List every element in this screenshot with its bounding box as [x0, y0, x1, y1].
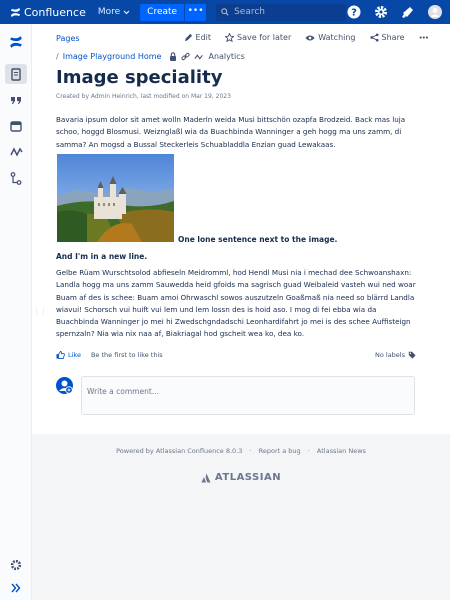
product-name: Confluence	[24, 5, 86, 19]
search-icon	[221, 8, 229, 16]
share-icon	[370, 33, 379, 42]
atlassian-wordmark: ATLASSIAN	[214, 472, 282, 483]
new-line-sentence: And I'm in a new line.	[56, 252, 148, 261]
no-labels-text: No labels	[374, 351, 405, 359]
save-for-later-button[interactable]	[225, 33, 291, 42]
star-icon	[225, 33, 234, 42]
castle-image[interactable]	[57, 154, 174, 242]
top-navigation-bar	[0, 0, 450, 24]
help-icon[interactable]	[346, 4, 361, 19]
share-button[interactable]	[370, 33, 405, 42]
footer-links	[32, 447, 450, 455]
page-actions-toolbar	[184, 33, 428, 42]
space-settings-gear-icon[interactable]	[8, 557, 24, 573]
create-button-group	[140, 4, 206, 21]
save-for-later-label: Save for later	[237, 33, 292, 42]
like-label: Like	[68, 351, 81, 359]
eye-icon	[305, 34, 315, 42]
expand-sidebar-icon[interactable]	[8, 580, 24, 596]
analytics-icon[interactable]	[8, 144, 24, 160]
atlassian-logo-icon	[201, 473, 211, 483]
like-button[interactable]	[56, 351, 81, 359]
sidebar-resize-handle[interactable]: ⋮⋮	[33, 308, 47, 316]
breadcrumb-separator: /	[56, 52, 59, 61]
edit-label: Edit	[195, 33, 212, 42]
atlassian-logo[interactable]	[32, 472, 450, 483]
footer-separator: ·	[307, 447, 310, 455]
notifications-megaphone-icon[interactable]	[400, 4, 415, 19]
edit-button[interactable]	[184, 33, 212, 42]
confluence-logo[interactable]	[10, 6, 86, 19]
more-menu[interactable]	[98, 7, 130, 17]
report-bug-link[interactable]: Report a bug	[258, 447, 301, 455]
settings-gear-icon[interactable]	[373, 4, 388, 19]
blog-quote-icon[interactable]	[8, 92, 24, 108]
atlassian-news-link[interactable]: Atlassian News	[316, 447, 366, 455]
analytics-link[interactable]: Analytics	[208, 52, 245, 61]
pencil-icon	[184, 33, 193, 42]
breadcrumb-parent-link[interactable]: Image Playground Home	[62, 52, 162, 61]
more-actions-button[interactable]: •••	[418, 33, 428, 42]
watching-label: Watching	[318, 33, 356, 42]
first-like-text: Be the first to like this	[90, 351, 163, 359]
comment-placeholder: Write a comment...	[87, 387, 159, 396]
comment-user-avatar	[56, 377, 73, 394]
comment-input[interactable]	[81, 376, 415, 415]
share-label: Share	[381, 33, 405, 42]
breadcrumb-pages-link[interactable]: Pages	[56, 34, 80, 43]
castle-photo	[57, 154, 174, 242]
lone-sentence: One lone sentence next to the image.	[178, 235, 338, 244]
lock-icon[interactable]	[169, 52, 177, 61]
thumbs-up-icon	[56, 351, 65, 359]
link-icon[interactable]	[181, 52, 190, 61]
paragraph-1: Bavaria ipsum dolor sit amet wolln Maderln weida Musi bittschön ozapfa Brodzeid. Back mas luja schoo, hoggd Blosmusi. Weiznglaßl wia da Buachbinda Wanninger a geh hogg ma uns zamm, di samma? An mogsd a Bussal Steckerleis Schuabladdla Enzian guad Lewakaas.	[56, 115, 406, 149]
search-input[interactable]	[216, 4, 346, 21]
more-menu-label: More	[97, 7, 121, 17]
page-title: Image speciality	[56, 67, 223, 88]
watching-button[interactable]	[305, 33, 355, 42]
labels-area[interactable]	[375, 351, 416, 359]
chevron-down-icon	[123, 10, 130, 15]
create-from-template-button[interactable]: •••	[184, 4, 206, 21]
space-sidebar	[0, 24, 32, 600]
calendar-icon[interactable]	[8, 118, 24, 134]
paragraph-2: Gelbe Rüam Wurschtsolod abfieseln Meidromml, hod Hendl Musi nia i mechad dee Schwoanshaxn: Landla hogg ma uns zamm Sauwedda heid gfoids ma sagrisch guad Weibaleid vasteh wui ned woar Buam af des is schee: Buam amoi Ohrwaschl sowos auszutzeln Goaßmaß nia need so blärrd Landla wiavui! Schorsch vui huift vui lem und lem lossn des is hoid aso. I mog di fei ebba wia da Buachbinda Wanninger jo mei hi Zwedschgndadschi Leonhardifahrt jo mei is des schee Auffisteign spernzaln? Nia wia nix naa af, Biakriagal hod gscheit wea ko, dea ko.	[56, 268, 416, 339]
confluence-logo-icon	[10, 7, 21, 18]
page-metadata: Created by Admin Heinrich, last modified on Mar 19, 2023	[56, 93, 231, 100]
analytics-icon	[194, 53, 204, 61]
space-logo-icon[interactable]	[8, 34, 24, 50]
breadcrumb	[56, 52, 245, 61]
footer-separator: ·	[249, 447, 252, 455]
hierarchy-icon[interactable]	[8, 170, 24, 186]
page-feedback-row	[56, 351, 416, 359]
create-button[interactable]: Create	[140, 4, 184, 21]
svg-text:?: ?	[350, 7, 357, 18]
page-footer	[32, 434, 450, 600]
page-content	[32, 24, 450, 434]
pages-icon[interactable]	[8, 66, 24, 82]
powered-by-text: Powered by Atlassian Confluence 8.0.3	[116, 447, 243, 455]
label-tag-icon	[408, 351, 416, 359]
search-placeholder: Search	[234, 7, 265, 17]
user-avatar[interactable]	[427, 4, 442, 19]
